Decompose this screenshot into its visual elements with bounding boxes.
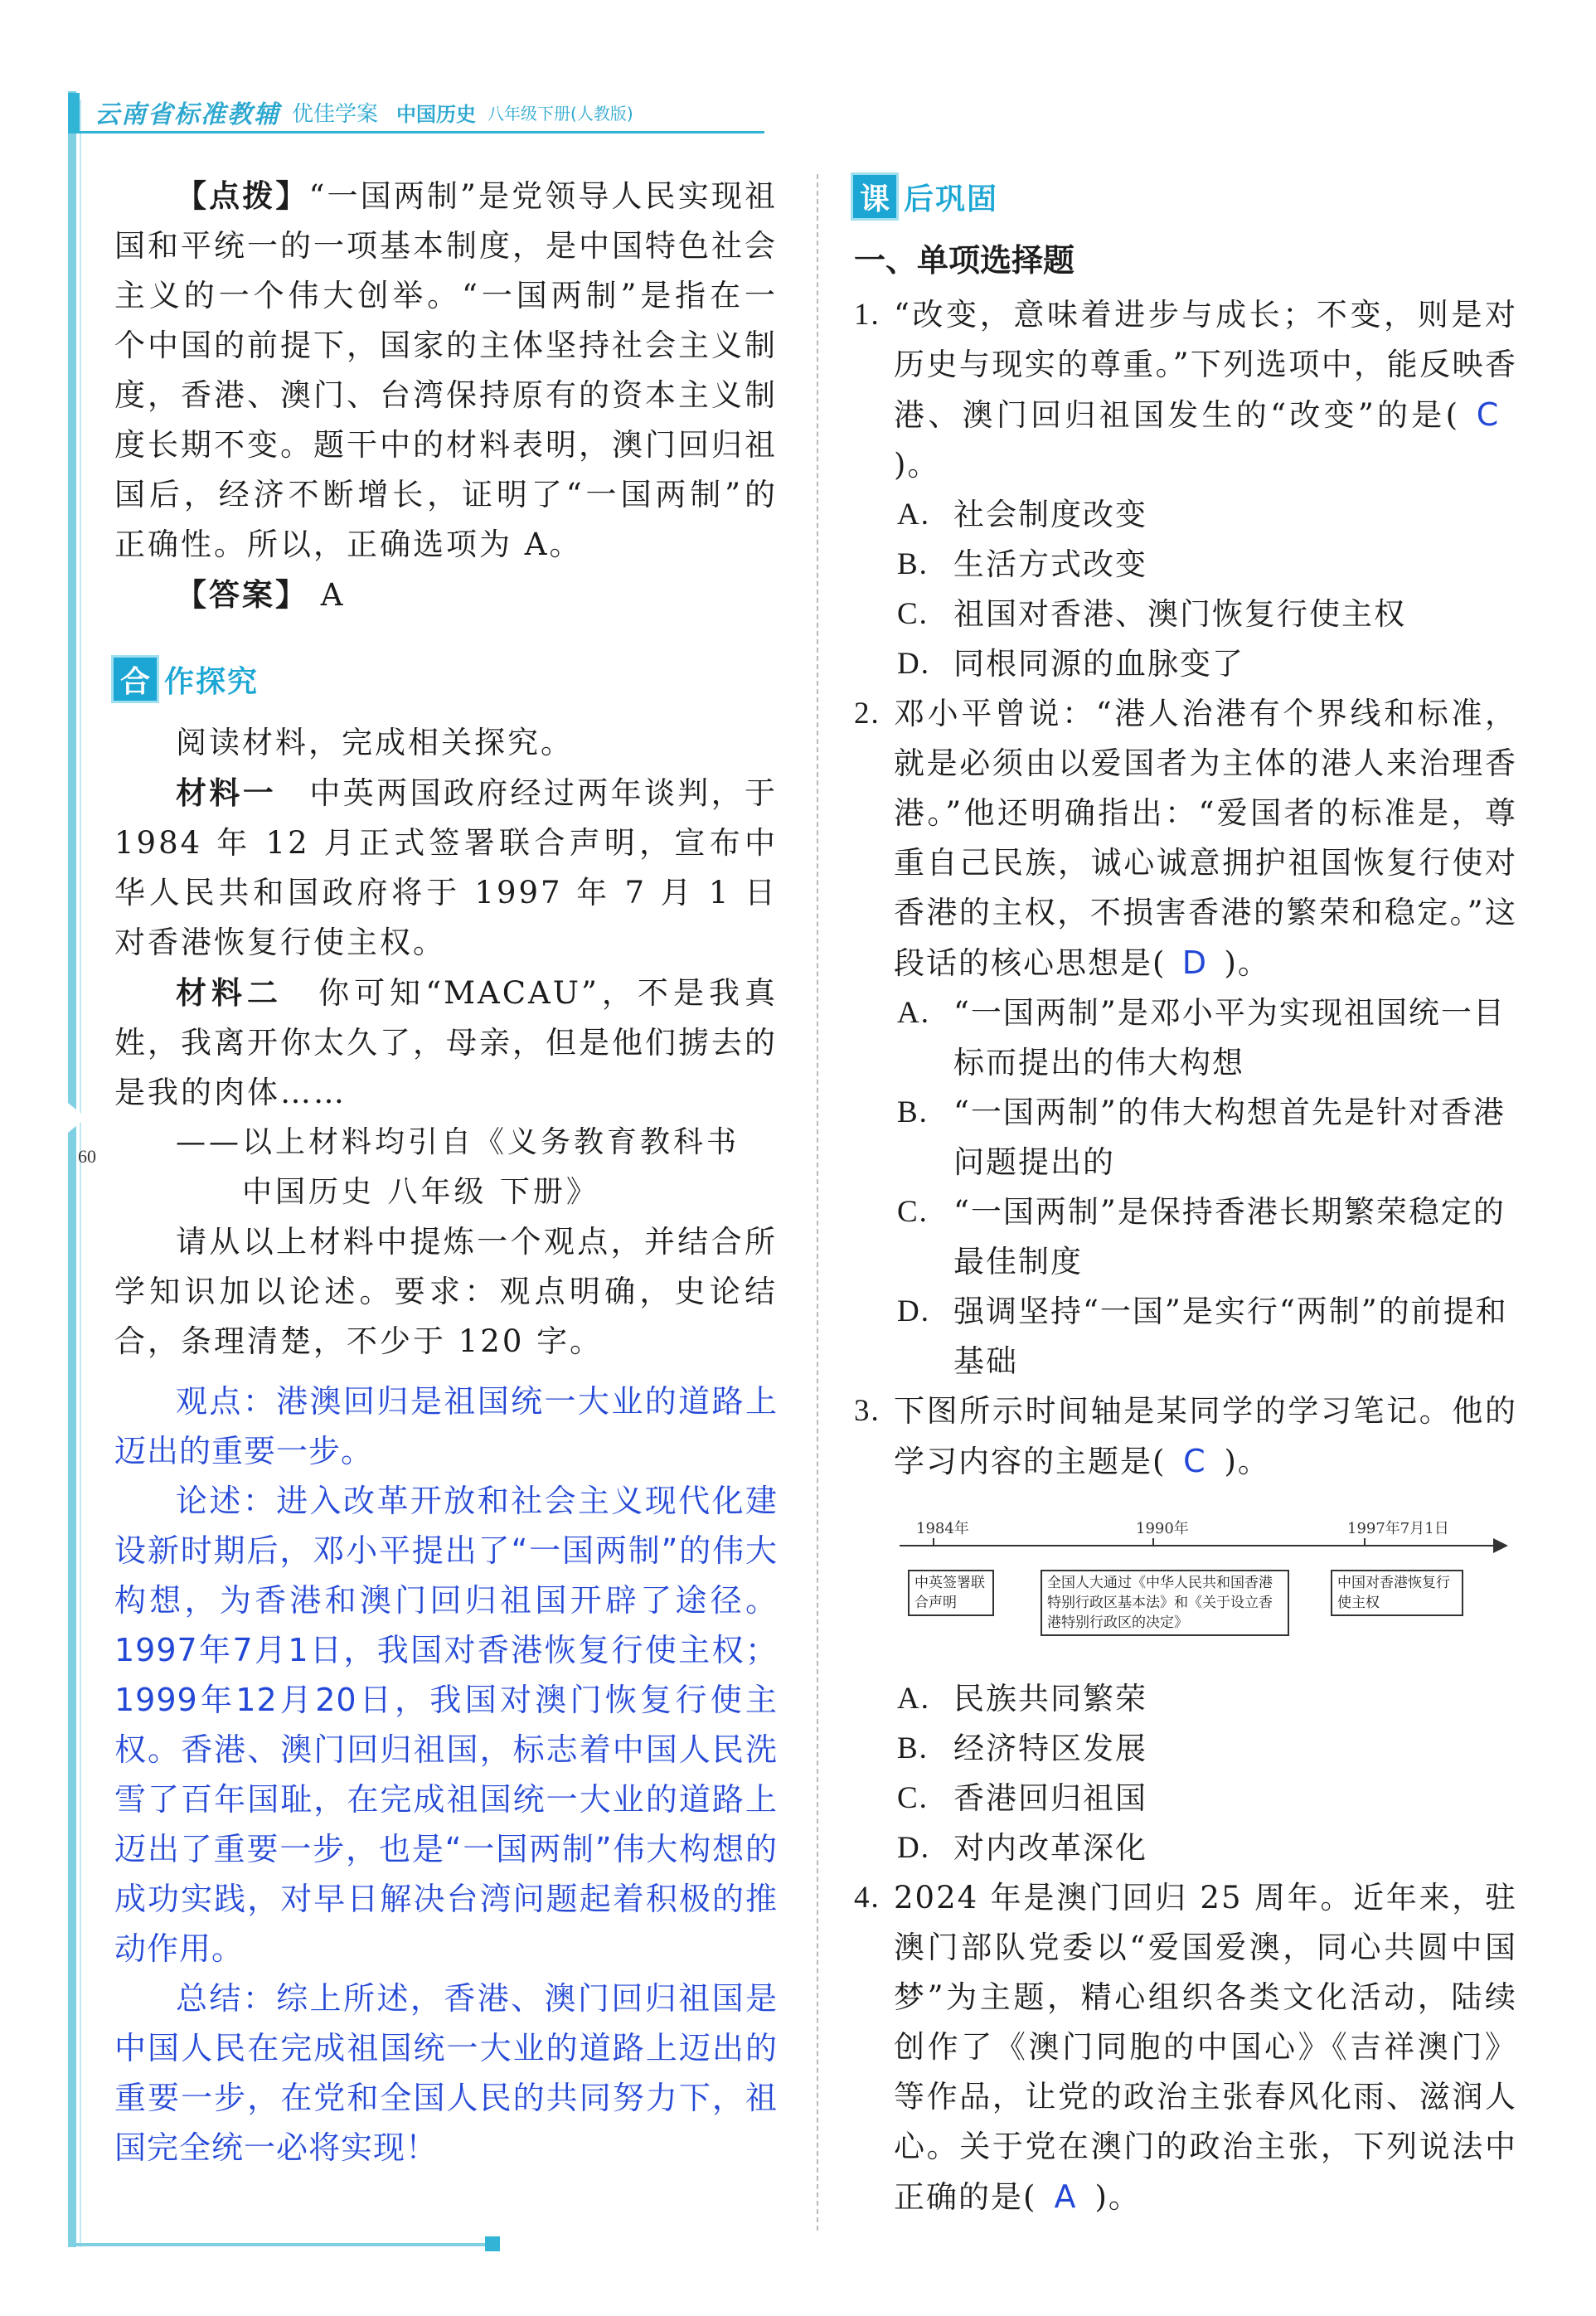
option-label: D. <box>897 1831 930 1865</box>
question-4 <box>854 1873 1517 2222</box>
stem-text: 邓小平曾说：“港人治港有个界线和标准，就是必须由以爱国者为主体的港人来治理香港。”他还明确指出：“爱国者的标准是，尊重自己民族，诚心诚意拥护祖国恢复行使对香港的主权，不损害香港的繁荣和稳定。”这段话的核心思想是( <box>894 696 1517 981</box>
question-3 <box>854 1386 1517 1487</box>
page-header <box>68 93 764 134</box>
option <box>854 490 1517 540</box>
timeline-date: 1990年 <box>1136 1520 1189 1537</box>
timeline-tick <box>1364 1538 1366 1546</box>
timeline-figure <box>900 1500 1513 1666</box>
question-number: 1. <box>854 298 880 332</box>
timeline-event: 中国对香港恢复行使主权 <box>1331 1570 1463 1616</box>
page-frame-corner <box>485 2236 500 2251</box>
answer-argument: 论述：进入改革开放和社会主义现代化建设新时期后，邓小平提出了“一国两制”的伟大构想，为香港和澳门回归祖国开辟了途径。1997年7月1日，我国对香港恢复行使主权；1999年12月20日，我国对澳门恢复行使主权。香港、澳门回归祖国，标志着中国人民洗雪了百年国耻，在完成祖国统一大业的道路上迈出了重要一步，也是“一国两制”伟大构想的成功实践，对早日解决台湾问题起着积极的推动作用。 <box>114 1483 778 1967</box>
task-text: 请从以上材料中提炼一个观点，并结合所学知识加以论述。要求：观点明确，史论结合，条理清楚，不少于 120 字。 <box>114 1224 778 1359</box>
header-subject: 中国历史 <box>396 102 477 126</box>
material-one-text: 中英两国政府经过两年谈判，于 1984 年 12 月正式签署联合声明，宣布中华人民共和国政府将于 1997 年 7 月 1 日对香港恢复行使主权。 <box>114 775 779 960</box>
material-two-label: 材料二 <box>176 974 284 1011</box>
option-text: 同根同源的血脉变了 <box>953 646 1244 682</box>
option-label: B. <box>897 1731 929 1765</box>
timeline-tick <box>1152 1538 1154 1546</box>
right-column <box>854 171 1517 2222</box>
header-brand: 云南省标准教辅 <box>95 100 280 129</box>
option <box>854 590 1517 639</box>
timeline-date: 1984年 <box>916 1520 969 1537</box>
header-tab <box>68 93 80 131</box>
option <box>854 540 1517 590</box>
page-frame-left <box>68 91 76 2247</box>
option-label: D. <box>897 647 930 681</box>
option-label: C. <box>897 1195 929 1229</box>
option-text: “一国两制”是保持香港长期繁荣稳定的最佳制度 <box>953 1194 1506 1279</box>
tip-text: “一国两制”是党领导人民实现祖国和平统一的一项基本制度，是中国特色社会主义的一个伟大创举。“一国两制”是指在一个中国的前提下，国家的主体坚持社会主义制度，香港、澳门、台湾保持原有的资本主义制度长期不变。题干中的材料表明，澳门回归祖国后，经济不断增长，证明了“一国两制”的正确性。所以，正确选项为 A。 <box>114 178 778 562</box>
filled-answer: A <box>1054 2178 1078 2215</box>
option <box>854 1187 1517 1287</box>
option-text: “一国两制”是邓小平为实现祖国统一目标而提出的伟大构想 <box>953 995 1506 1080</box>
answer-summary: 总结：综上所述，香港、澳门回归祖国是中国人民在完成祖国统一大业的道路上迈出的重要一步，在党和全国人民的共同努力下，祖国完全统一必将实现！ <box>114 1980 778 2166</box>
stem-end: )。 <box>1224 945 1270 981</box>
filled-answer: C <box>1183 1443 1207 1479</box>
answer-label: 【答案】 <box>176 576 308 613</box>
material-one-label: 材料一 <box>176 774 277 811</box>
question-1 <box>854 290 1517 490</box>
section-badge-icon: 课 <box>851 172 899 221</box>
section-title: 后巩固 <box>904 182 999 216</box>
section-badge-icon: 合 <box>111 655 159 703</box>
page-frame-bottom <box>68 2243 499 2246</box>
timeline-date: 1997年7月1日 <box>1347 1520 1449 1537</box>
answer-line <box>114 570 778 620</box>
option-text: 强调坚持“一国”是实行“两制”的前提和基础 <box>953 1294 1508 1379</box>
option-label: B. <box>897 1095 929 1129</box>
answer-value: A <box>320 577 346 613</box>
option-label: A. <box>897 996 930 1030</box>
part-title: 一、单项选择题 <box>854 242 1075 279</box>
stem-text: 下图所示时间轴是某同学的学习笔记。他的学习内容的主题是( <box>894 1393 1517 1479</box>
section-heading-cooperative <box>111 653 778 705</box>
question-number: 4. <box>854 1881 880 1915</box>
side-notch <box>68 1103 86 1133</box>
option <box>854 1088 1517 1187</box>
timeline-event: 全国人大通过《中华人民共和国香港特别行政区基本法》和《关于设立香港特别行政区的决定》 <box>1041 1570 1289 1636</box>
option-label: D. <box>897 1294 930 1328</box>
intro-text: 阅读材料，完成相关探究。 <box>176 725 574 760</box>
tip-paragraph <box>114 171 778 570</box>
material-one <box>114 768 778 968</box>
option-text: 经济特区发展 <box>953 1731 1147 1766</box>
left-column <box>114 171 778 2173</box>
option-text: 祖国对香港、澳门恢复行使主权 <box>953 596 1406 632</box>
stem-end: )。 <box>1224 1444 1270 1479</box>
section-title: 作探究 <box>164 664 260 699</box>
option-text: 香港回归祖国 <box>953 1780 1147 1816</box>
filled-answer: D <box>1181 944 1209 981</box>
question-number: 3. <box>854 1394 880 1428</box>
column-divider <box>817 174 818 2231</box>
option-text: 社会制度改变 <box>953 497 1147 532</box>
stem-text: “改变，意味着进步与成长；不变，则是对历史与现实的尊重。”下列选项中，能反映香港、澳门回归祖国发生的“改变”的是( <box>894 297 1517 433</box>
option-label: C. <box>897 1781 929 1815</box>
option <box>854 639 1517 689</box>
question-2 <box>854 689 1517 988</box>
page-number: 60 <box>78 1146 96 1167</box>
header-series: 优佳学案 <box>292 101 379 127</box>
question-number: 2. <box>854 697 880 731</box>
question-stem <box>894 689 1517 988</box>
option-text: 对内改革深化 <box>953 1830 1147 1866</box>
timeline-arrow <box>1493 1538 1508 1553</box>
stem-text: 2024 年是澳门回归 25 周年。近年来，驻澳门部队党委以“爱国爱澳，同心共圆中国梦”为主题，精心组织各类文化活动，陆续创作了《澳门同胞的中国心》《吉祥澳门》等作品，让党的政治主张春风化雨、滋润人心。关于党在澳门的政治主张，下列说法中正确的是( <box>894 1880 1517 2215</box>
timeline-tick <box>933 1538 934 1546</box>
option <box>854 1774 1517 1823</box>
question-stem <box>894 1386 1517 1487</box>
timeline-event: 中英签署联合声明 <box>908 1570 994 1616</box>
option-text: 生活方式改变 <box>953 546 1147 582</box>
option-label: B. <box>897 547 929 581</box>
question-stem <box>894 1873 1517 2222</box>
option <box>854 1287 1517 1386</box>
option-label: A. <box>897 1682 930 1716</box>
material-two-text: 你可知“MACAU”，不是我真姓，我离开你太久了，母亲，但是他们掳去的是我的肉体…… <box>114 975 779 1110</box>
option-text: 民族共同繁荣 <box>953 1681 1147 1716</box>
option <box>854 1724 1517 1774</box>
source-line-1: ——以上材料均引自《义务教育教科书 <box>176 1125 740 1159</box>
stem-end: )。 <box>1094 2179 1141 2215</box>
tip-label: 【点拨】 <box>176 177 309 214</box>
answer-viewpoint: 观点：港澳回归是祖国统一大业的道路上迈出的重要一步。 <box>114 1383 778 1469</box>
option <box>854 1674 1517 1724</box>
header-grade: 八年级下册(人教版) <box>488 103 633 124</box>
section-heading-consolidation <box>851 171 1517 222</box>
filled-answer: C <box>1476 396 1501 433</box>
page-frame-left-inner <box>80 100 81 2247</box>
option <box>854 988 1517 1088</box>
option-label: C. <box>897 597 929 631</box>
option-text: “一国两制”的伟大构想首先是针对香港问题提出的 <box>953 1095 1506 1180</box>
material-two <box>114 968 778 1118</box>
question-stem <box>894 290 1517 490</box>
option-label: A. <box>897 498 930 532</box>
timeline-axis <box>900 1545 1497 1546</box>
stem-end: )。 <box>894 447 940 483</box>
option <box>854 1823 1517 1873</box>
source-line-2: 中国历史 八年级 下册》 <box>242 1175 599 1209</box>
